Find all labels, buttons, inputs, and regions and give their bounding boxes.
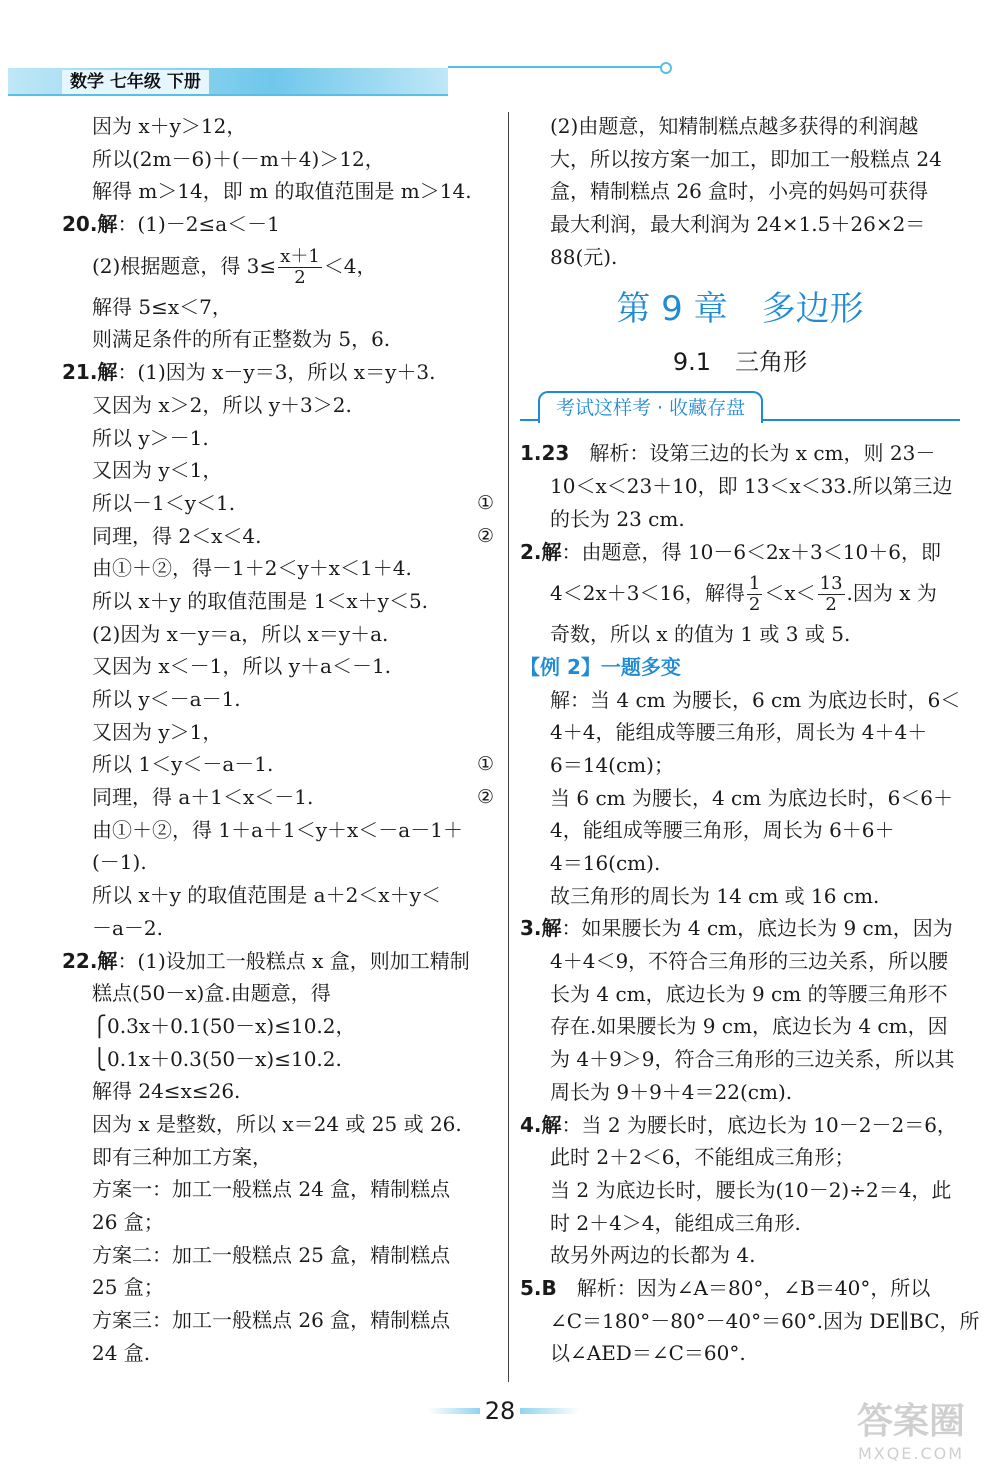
banner-label: 考试这样考 · 收藏存盘 — [538, 391, 763, 423]
line-text: －a－2. — [92, 915, 164, 940]
question-number: 4.解 — [520, 1112, 562, 1137]
fraction — [278, 247, 322, 288]
line-text: 所以(2m－6)＋(－m＋4)＞12， — [92, 146, 385, 171]
text-line — [62, 846, 494, 879]
text-line — [520, 880, 960, 913]
page-header — [0, 62, 1000, 102]
line-text: ⎧0.3x＋0.1(50－x)≤10.2， — [92, 1013, 356, 1038]
text-line — [62, 716, 494, 749]
line-text: 故另外两边的长都为 4. — [550, 1243, 756, 1268]
text-line — [520, 568, 960, 618]
fraction-numerator: x＋1 — [280, 245, 320, 267]
line-text: 故三角形的周长为 14 cm 或 16 cm. — [550, 883, 880, 908]
line-text: 奇数，所以 x 的值为 1 或 3 或 5. — [550, 622, 851, 647]
line-text: 当 6 cm 为腰长，4 cm 为底边长时，6＜6＋ — [550, 785, 954, 810]
line-text: 则满足条件的所有正整数为 5，6. — [92, 327, 391, 352]
text-line — [520, 618, 960, 651]
line-text: 此时 2＋2＜6，不能组成三角形； — [550, 1145, 855, 1170]
watermark-text: 答案圈 — [856, 1401, 965, 1442]
line-text: 糕点(50－x)盒.由题意，得 — [92, 981, 331, 1006]
text-line — [520, 1043, 960, 1076]
line-text: 又因为 y＞1， — [92, 719, 223, 744]
section-title: 9.1 三角形 — [672, 348, 808, 377]
equation-marker: ① — [476, 753, 494, 776]
line-text: (2)根据题意，得 3≤ — [92, 253, 277, 278]
line-text: 时 2＋4＞4，能组成三角形. — [550, 1210, 801, 1235]
text-line — [520, 175, 960, 208]
fraction-numerator: 13 — [819, 573, 843, 595]
line-text: 为 4＋9＞9，符合三角形的三边关系，所以其 — [550, 1047, 955, 1072]
text-line — [520, 536, 960, 569]
line-text: ＜4， — [323, 253, 377, 278]
text-line — [62, 879, 494, 912]
text-line — [520, 1076, 960, 1109]
text-line — [62, 1271, 494, 1304]
line-text: 4＋4，能组成等腰三角形，周长为 4＋4＋ — [550, 720, 928, 745]
text-line — [520, 1109, 960, 1142]
text-line — [520, 1239, 960, 1272]
text-line — [62, 977, 494, 1010]
line-text: 4＋4＜9，不符合三角形的三边关系，所以腰 — [550, 949, 949, 974]
text-line — [520, 749, 960, 782]
line-text: 又因为 x＜－1，所以 y＋a＜－1. — [92, 654, 392, 679]
question-number: 22.解 — [62, 948, 118, 973]
question-number: 5.B — [520, 1275, 557, 1300]
text-line — [62, 1108, 494, 1141]
text-line — [62, 143, 494, 176]
line-text: 当 2 为底边长时，腰长为(10－2)÷2＝4，此 — [550, 1177, 952, 1202]
text-line — [520, 1141, 960, 1174]
text-line — [62, 1304, 494, 1337]
text-line — [520, 945, 960, 978]
line-text: 因为 x＋y＞12， — [92, 114, 247, 138]
question-number: 20.解 — [62, 212, 118, 237]
text-line — [62, 520, 494, 553]
fraction — [747, 574, 762, 615]
right-bottom-block — [520, 437, 980, 1370]
section-banner — [520, 389, 960, 429]
text-line — [62, 814, 494, 847]
line-text: 4，能组成等腰三角形，周长为 6＋6＋ — [550, 818, 895, 843]
line-text: (2)因为 x－y＝a，所以 x＝y＋a. — [92, 621, 389, 646]
text-line — [520, 1174, 960, 1207]
line-text: 10＜x＜23＋10，即 13＜x＜33.所以第三边 — [550, 474, 953, 499]
left-column — [62, 110, 494, 1369]
line-text: 因为 x 是整数，所以 x＝24 或 25 或 26. — [92, 1111, 462, 1136]
line-text: ：(1)设加工一般糕点 x 盒，则加工精制 — [117, 948, 470, 973]
text-line — [62, 110, 494, 143]
line-text: 同理，得 a＋1＜x＜－1. — [92, 785, 314, 810]
text-line — [62, 945, 494, 978]
text-line — [62, 748, 494, 781]
line-text: 所以 x＋y 的取值范围是 1＜x＋y＜5. — [92, 588, 429, 613]
text-line — [62, 1010, 494, 1043]
text-line — [520, 716, 960, 749]
line-text: 周长为 9＋9＋4＝22(cm). — [550, 1079, 793, 1104]
line-text: 方案二：加工一般糕点 25 盒，精制糕点 — [92, 1242, 451, 1267]
column-divider — [508, 112, 509, 1382]
fraction-denominator: 2 — [748, 594, 761, 616]
text-line — [62, 1173, 494, 1206]
text-line — [62, 618, 494, 651]
line-text: 长为 4 cm，底边长为 9 cm 的等腰三角形不 — [550, 981, 948, 1006]
text-line — [520, 470, 960, 503]
text-line — [520, 1337, 960, 1370]
line-text: 最大利润，最大利润为 24×1.5＋26×2＝ — [550, 212, 926, 237]
text-line — [520, 814, 960, 847]
line-text: 方案三：加工一般糕点 26 盒，精制糕点 — [92, 1308, 451, 1333]
line-text: ：由题意，得 10－6＜2x＋3＜10＋6，即 — [561, 539, 941, 564]
line-text: 即有三种加工方案， — [92, 1144, 272, 1169]
equation-marker: ② — [476, 524, 494, 547]
line-text: 所以 y＞－1. — [92, 425, 209, 450]
text-line — [62, 912, 494, 945]
line-text: ：如果腰长为 4 cm，底边长为 9 cm，因为 — [561, 916, 953, 941]
header-rule-bottom — [8, 94, 448, 96]
text-line — [62, 175, 494, 208]
question-number: 3.解 — [520, 916, 562, 941]
fraction-numerator: 1 — [748, 573, 761, 595]
text-line — [520, 437, 960, 470]
text-line — [62, 241, 494, 291]
line-text: 所以 x＋y 的取值范围是 a＋2＜x＋y＜ — [92, 883, 441, 908]
line-text: ∠C＝180°－80°－40°＝60°.因为 DE∥BC，所 — [550, 1308, 980, 1333]
line-text: ⎩0.1x＋0.3(50－x)≤10.2. — [92, 1046, 342, 1071]
text-line — [62, 454, 494, 487]
line-text: 解得 m＞14，即 m 的取值范围是 m＞14. — [92, 179, 472, 204]
line-text: ：(1)因为 x－y＝3，所以 x＝y＋3. — [117, 360, 436, 385]
line-text: .因为 x 为 — [846, 581, 937, 606]
equation-marker: ② — [476, 786, 494, 809]
line-text: 同理，得 2＜x＜4. — [92, 523, 262, 548]
text-line — [62, 1141, 494, 1174]
equation-marker: ① — [476, 491, 494, 514]
line-text: 又因为 y＜1， — [92, 458, 223, 483]
text-line — [520, 208, 960, 241]
text-line — [62, 208, 494, 241]
line-text: ：当 2 为腰长时，底边长为 10－2－2＝6， — [561, 1112, 957, 1137]
line-text: 所以 1＜y＜－a－1. — [92, 752, 274, 777]
line-text: 25 盒； — [92, 1275, 164, 1300]
example-label: 【例 2】一题多变 — [520, 654, 681, 679]
text-line — [62, 356, 494, 389]
text-line — [520, 978, 960, 1011]
text-line — [62, 291, 494, 324]
text-line — [520, 651, 960, 684]
fraction — [818, 574, 845, 615]
line-text: 解：当 4 cm 为腰长，6 cm 为底边长时，6＜ — [550, 687, 961, 712]
line-text: 所以－1＜y＜1. — [92, 490, 236, 515]
text-line — [62, 650, 494, 683]
line-text: 所以 y＜－a－1. — [92, 687, 241, 711]
watermark-logo — [836, 1400, 986, 1470]
text-line — [62, 1043, 494, 1076]
header-dot-icon — [660, 62, 672, 74]
question-number: 2.解 — [520, 539, 562, 564]
line-text: 解得 5≤x＜7， — [92, 294, 232, 319]
text-line — [62, 1206, 494, 1239]
right-top-block — [520, 110, 960, 273]
line-text: ：(1)－2≤a＜－1 — [117, 212, 280, 237]
line-text: ＜x＜ — [764, 581, 816, 606]
text-line — [520, 847, 960, 880]
footer-ornament-right — [520, 1408, 580, 1414]
text-line — [62, 1075, 494, 1108]
watermark-url: MXQE.COM — [857, 1444, 965, 1463]
line-text: 26 盒； — [92, 1210, 164, 1234]
line-text: 盒，精制糕点 26 盒时，小亮的妈妈可获得 — [550, 179, 929, 204]
question-number: 1.23 — [520, 441, 570, 466]
text-line — [520, 110, 960, 143]
text-line — [520, 1207, 960, 1240]
line-text: 24 盒. — [92, 1340, 151, 1365]
text-line — [62, 1337, 494, 1370]
text-line — [520, 1272, 960, 1305]
line-text: 由①＋②，得－1＋2＜y＋x＜1＋4. — [92, 556, 412, 581]
line-text: 88(元). — [550, 244, 618, 269]
text-line — [520, 684, 960, 717]
line-text: 大，所以按方案一加工，即加工一般糕点 24 — [550, 146, 942, 171]
text-line — [520, 912, 960, 945]
question-number: 21.解 — [62, 360, 118, 385]
line-text: 4＜2x＋3＜16，解得 — [550, 581, 745, 606]
header-title: 数学 七年级 下册 — [62, 70, 209, 94]
line-text: 的长为 23 cm. — [550, 506, 685, 531]
footer-ornament-left — [428, 1408, 480, 1414]
text-line — [520, 503, 960, 536]
text-line — [62, 781, 494, 814]
line-text: 4＝16(cm). — [550, 851, 661, 875]
text-line — [62, 389, 494, 422]
line-text: 解得 24≤x≤26. — [92, 1079, 241, 1104]
text-line — [62, 487, 494, 520]
fraction-denominator: 2 — [294, 266, 306, 288]
header-rule-top — [448, 66, 664, 68]
text-line — [520, 241, 960, 274]
text-line — [62, 585, 494, 618]
line-text: 解析：因为∠A＝80°，∠B＝40°，所以 — [556, 1275, 931, 1300]
text-line — [520, 1010, 960, 1043]
text-line — [62, 323, 494, 356]
text-line — [62, 1239, 494, 1272]
text-line — [520, 782, 960, 815]
line-text: 方案一：加工一般糕点 24 盒，精制糕点 — [92, 1177, 451, 1202]
line-text: 解析：设第三边的长为 x cm，则 23－ — [569, 441, 936, 466]
text-line — [62, 422, 494, 455]
chapter-title: 第 9 章 多边形 — [616, 289, 864, 330]
fraction-denominator: 2 — [825, 594, 837, 616]
text-line — [520, 143, 960, 176]
line-text: 由①＋②，得 1＋a＋1＜y＋x＜－a－1＋ — [92, 817, 463, 842]
line-text: 6＝14(cm)； — [550, 752, 674, 777]
page-number: 28 — [484, 1397, 516, 1425]
text-line — [62, 552, 494, 585]
right-column — [520, 110, 980, 1370]
line-text: (－1). — [92, 850, 147, 875]
text-line — [520, 1305, 980, 1338]
text-line — [62, 683, 494, 716]
line-text: (2)由题意，知精制糕点越多获得的利润越 — [550, 114, 919, 138]
line-text: 又因为 x＞2，所以 y＋3＞2. — [92, 392, 352, 417]
line-text: 以∠AED＝∠C＝60°. — [550, 1341, 746, 1366]
line-text: 存在.如果腰长为 9 cm，底边长为 4 cm，因 — [550, 1014, 948, 1039]
